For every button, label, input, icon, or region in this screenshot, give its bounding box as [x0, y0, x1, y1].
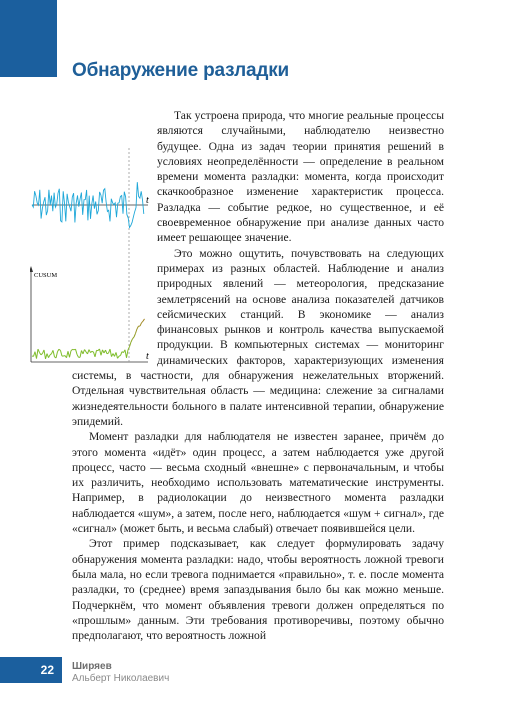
cusum-segment — [37, 349, 39, 359]
cusum-segment — [92, 351, 94, 352]
cusum-segment — [44, 350, 46, 359]
body-paragraph-4: Этот пример подсказывает, как следует формулировать задачу обнаружения момента разладки: надо, чтобы вероятность ложной тревоги была мала, но если тревога поднимается «правильно», т. е. после момента разладки, то (среднее) время запаздывания было бы как можно меньше. Подчеркнём, что момент объявления тревоги должен определяться по «прошлым» данным. Эти требования противоречивы, поэтому обычно предполагают, что вероятность ложной — [72, 537, 444, 643]
cusum-segment — [142, 321, 144, 323]
corner-color-block — [0, 0, 57, 77]
cusum-segment — [131, 339, 133, 342]
cusum-segment — [107, 353, 109, 354]
author-name: Альберт Николаевич — [72, 673, 170, 684]
cusum-segment — [77, 354, 79, 357]
cusum-segment — [56, 352, 58, 358]
body-paragraph-3: Момент разладки для наблюдателя не известен заранее, причём до этого момента «идёт» один процесс, а затем наблюдается уже другой процесс, часто — весьма сходный «внешне» с первоначальным, и чтобы их различить, необходимо использовать математические инструменты. Например, в радиолокации до неизвестного момента разладки наблюдается «шум», а затем, после него, наблюдается «шум + сигнал», где «сигнал» (может быть, и весьма слабый) отвечает появившейся цели. — [72, 430, 444, 536]
body-paragraph-1: t t CUSUM Так устроена природа, что многие реальные процессы являются случайными, наблюдателю неизвестно будущее. Одна из задач теории принятия решений в условиях неопределённости — определение в реальном времени момента разладки: момента, когда происходит скачкообразное изменение характеристик процесса. Разладка — событие редкое, но существенное, и её своевременное обнаружение при анализе данных часто имеет решающее значение. — [72, 108, 444, 246]
cusum-segment — [127, 350, 129, 358]
top-axis-label: t — [146, 195, 149, 206]
author-footer — [72, 661, 169, 685]
page-title: Обнаружение разладки — [72, 60, 289, 81]
cusum-segment — [119, 355, 121, 356]
cusum-segment — [70, 351, 72, 358]
cusum-segment — [38, 349, 40, 353]
body-paragraph-2: Это можно ощутить, почувствовать на следующих примерах из разных областей. Наблюдение и анализ природных явлений — метеорология, предсказание землетрясений на основе анализа показателей датчиков сейсмических станций. В экономике — анализ финансовых рынков и контроль качества выпускаемой продукции. В компьютерных системах — мониторинг динамических факторов, характеризующих изменения системы, в частности, для обнаружения нежелательных вторжений. Отдельная чувствительная область — медицина: слежение за сигналами жизнедеятельности больного в палате интенсивной терапии, обнаружение эпидемий. — [72, 246, 444, 428]
cusum-segment — [85, 350, 87, 352]
cusum-segment — [133, 337, 135, 339]
cusum-segment — [76, 349, 78, 354]
cusum-segment — [71, 349, 73, 350]
bottom-y-axis-arrow — [30, 266, 33, 272]
body-text — [34, 108, 444, 643]
cusum-segment — [49, 355, 51, 358]
cusum-segment — [91, 351, 93, 352]
cusum-segment — [143, 319, 145, 321]
cusum-segment — [83, 350, 85, 354]
cusum-segment — [53, 350, 55, 357]
cusum-label: CUSUM — [34, 272, 58, 279]
cusum-segment — [59, 349, 61, 350]
change-point-chart — [30, 108, 154, 368]
cusum-segment — [130, 342, 132, 347]
cusum-segment — [101, 350, 103, 355]
cusum-segment — [61, 351, 63, 357]
cusum-segment — [118, 356, 120, 358]
cusum-segment — [121, 352, 123, 356]
cusum-segment — [134, 333, 136, 337]
cusum-segment — [80, 351, 82, 358]
change-point-figure — [30, 108, 154, 368]
cusum-segment — [50, 354, 52, 355]
page-number: 22 — [0, 657, 62, 683]
cusum-segment — [116, 352, 118, 358]
cusum-segment — [95, 350, 97, 357]
cusum-segment — [137, 326, 139, 329]
cusum-segment — [106, 350, 108, 354]
bottom-axis-label: t — [146, 351, 149, 362]
cusum-segment — [110, 349, 112, 357]
cusum-segment — [136, 329, 138, 334]
cusum-segment — [41, 353, 43, 355]
cusum-segment — [140, 323, 142, 326]
author-surname: Ширяев — [72, 661, 112, 672]
